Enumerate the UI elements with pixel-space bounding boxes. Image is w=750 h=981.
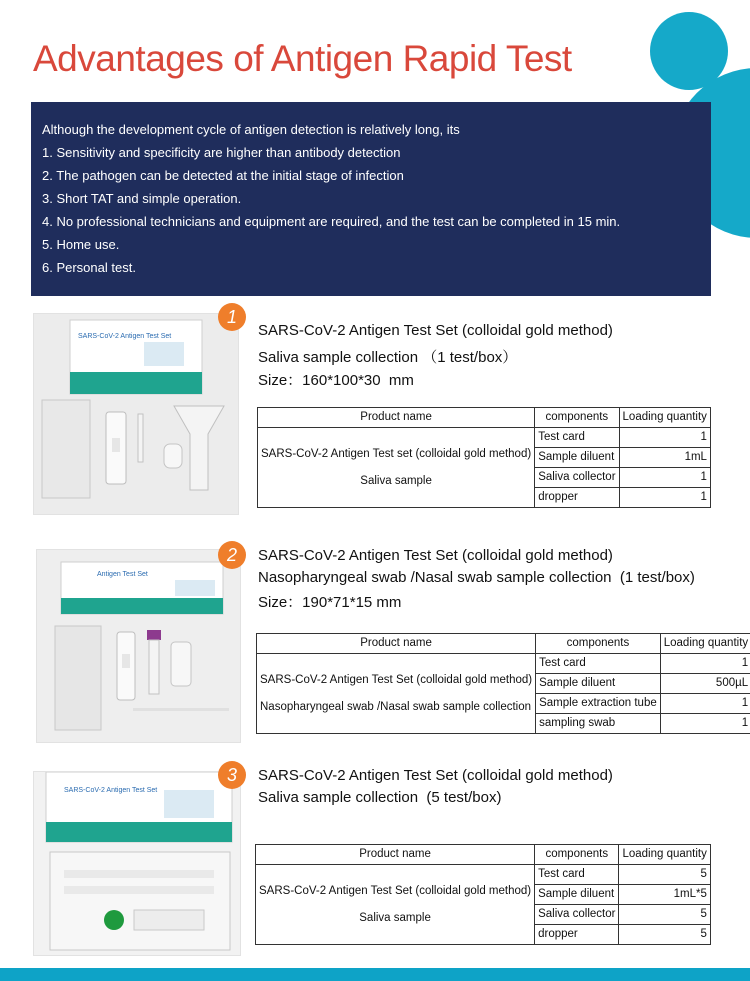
product-2-size: Size：190*71*15 mm <box>258 594 402 611</box>
quantity-cell: 5 <box>619 865 710 885</box>
quantity-cell: 5 <box>619 925 710 945</box>
product-1-size: Size：160*100*30 mm <box>258 372 414 389</box>
component-cell: dropper <box>535 488 619 508</box>
box-label: SARS-CoV-2 Antigen Test Set <box>78 333 172 340</box>
quantity-cell: 1 <box>619 468 710 488</box>
product-name-cell <box>257 654 536 734</box>
component-cell: Saliva collector <box>535 905 619 925</box>
component-cell: Test card <box>536 654 661 674</box>
product-name: SARS-CoV-2 Antigen Test set (colloidal gold method) <box>261 447 532 460</box>
intro-line: 2. The pathogen can be detected at the initial stage of infection <box>42 168 404 183</box>
header-components: components <box>535 408 619 428</box>
component-cell: Test card <box>535 865 619 885</box>
header-loading-quantity: Loading quantity <box>619 845 710 865</box>
product-1-spec-table <box>257 407 711 508</box>
intro-line: 6. Personal test. <box>42 260 136 275</box>
component-cell: Test card <box>535 428 619 448</box>
product-3-spec-table <box>255 844 711 945</box>
quantity-cell: 1 <box>660 654 750 674</box>
test-kit-illustration-icon <box>34 314 238 514</box>
product-1-collection: Saliva sample collection （1 test/box） <box>258 349 518 366</box>
product-2-spec-table <box>256 633 750 734</box>
sample-type: Saliva sample <box>359 911 431 924</box>
component-cell: Sample extraction tube <box>536 694 661 714</box>
sample-type: Saliva sample <box>360 474 432 487</box>
product-3-collection: Saliva sample collection (5 test/box) <box>258 789 502 806</box>
box-label: Antigen Test Set <box>97 571 148 578</box>
product-1-photo <box>33 313 239 515</box>
box-label: SARS-CoV-2 Antigen Test Set <box>64 787 158 794</box>
intro-line: 5. Home use. <box>42 237 120 252</box>
product-name: SARS-CoV-2 Antigen Test Set (colloidal gold method) <box>260 673 533 686</box>
product-number-badge: 1 <box>218 303 246 331</box>
quantity-cell: 1mL*5 <box>619 885 710 905</box>
header-components: components <box>536 634 661 654</box>
component-cell: Saliva collector <box>535 468 619 488</box>
sample-type: Nasopharyngeal swab /Nasal swab sample collection <box>260 700 532 713</box>
component-cell: Sample diluent <box>536 674 661 694</box>
header-components: components <box>535 845 619 865</box>
product-1-heading: SARS-CoV-2 Antigen Test Set (colloidal gold method) <box>258 322 613 339</box>
quantity-cell: 1 <box>660 714 750 734</box>
header-product-name: Product name <box>257 634 536 654</box>
test-kit-illustration-icon <box>37 550 240 742</box>
intro-line: 1. Sensitivity and specificity are higher than antibody detection <box>42 145 401 160</box>
page-title: Advantages of Antigen Rapid Test <box>33 38 572 79</box>
footer-accent-bar <box>0 968 750 981</box>
product-2-photo <box>36 549 241 743</box>
test-kit-illustration-icon <box>34 772 240 955</box>
intro-panel <box>31 102 711 296</box>
header-loading-quantity: Loading quantity <box>660 634 750 654</box>
quantity-cell: 1 <box>619 488 710 508</box>
quantity-cell: 1 <box>619 428 710 448</box>
header-product-name: Product name <box>256 845 535 865</box>
product-3-heading: SARS-CoV-2 Antigen Test Set (colloidal gold method) <box>258 767 613 784</box>
product-name-cell <box>256 865 535 945</box>
product-name-cell <box>258 428 535 508</box>
quantity-cell: 1 <box>660 694 750 714</box>
product-number-badge: 2 <box>218 541 246 569</box>
component-cell: Sample diluent <box>535 885 619 905</box>
product-3-photo <box>33 771 241 956</box>
header-product-name: Product name <box>258 408 535 428</box>
component-cell: dropper <box>535 925 619 945</box>
header-loading-quantity: Loading quantity <box>619 408 710 428</box>
component-cell: Sample diluent <box>535 448 619 468</box>
intro-line: 4. No professional technicians and equipment are required, and the test can be completed in 15 min. <box>42 214 621 229</box>
quantity-cell: 1mL <box>619 448 710 468</box>
product-name: SARS-CoV-2 Antigen Test Set (colloidal gold method) <box>259 884 532 897</box>
product-2-heading: SARS-CoV-2 Antigen Test Set (colloidal gold method) <box>258 547 613 564</box>
product-number-badge: 3 <box>218 761 246 789</box>
quantity-cell: 500µL <box>660 674 750 694</box>
decorative-circle-small <box>650 12 728 90</box>
product-2-collection: Nasopharyngeal swab /Nasal swab sample collection (1 test/box) <box>258 569 695 586</box>
intro-line: 3. Short TAT and simple operation. <box>42 191 242 206</box>
intro-line: Although the development cycle of antigen detection is relatively long, its <box>42 122 460 137</box>
quantity-cell: 5 <box>619 905 710 925</box>
component-cell: sampling swab <box>536 714 661 734</box>
